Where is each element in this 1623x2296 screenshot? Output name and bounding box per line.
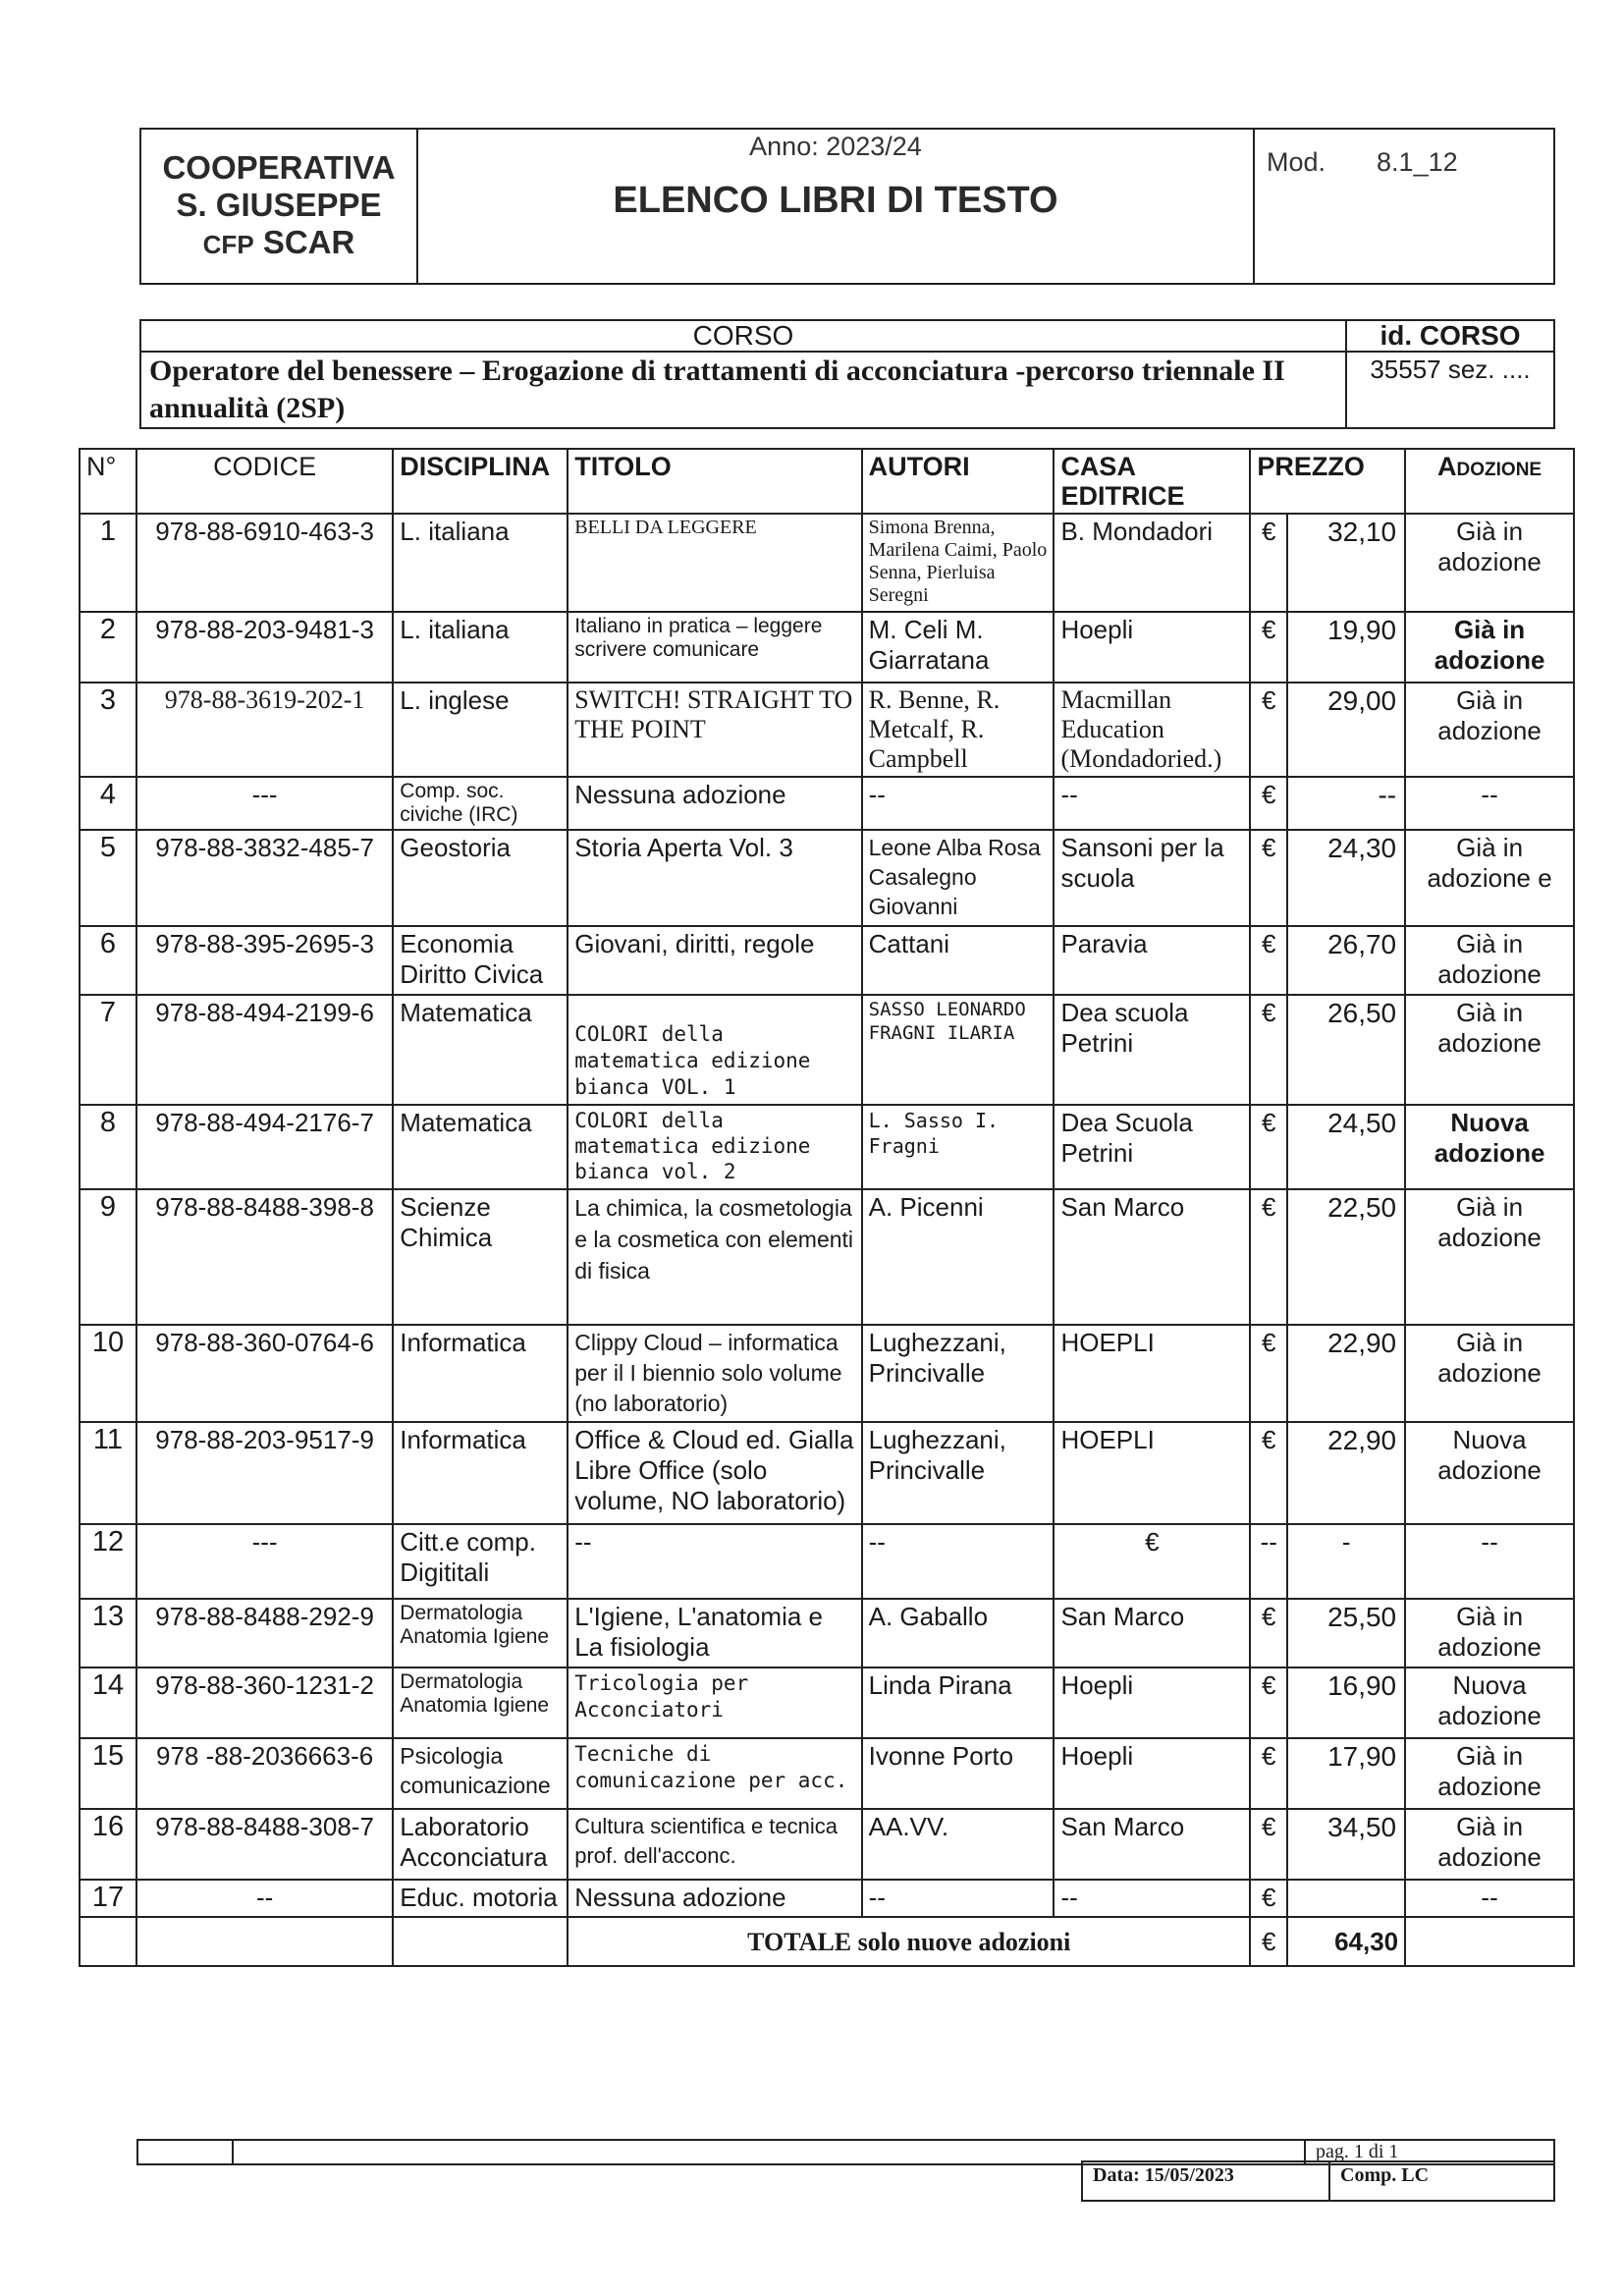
table-row xyxy=(80,612,1574,683)
authors: SASSO LEONARDO FRAGNI ILARIA xyxy=(862,995,1055,1105)
subject: Dermatologia Anatomia Igiene xyxy=(393,1667,568,1738)
table-row xyxy=(80,1880,1574,1917)
table-row xyxy=(80,1325,1574,1422)
book-title: COLORI della matematica edizione bianca VOL. 1 xyxy=(568,995,861,1105)
course-name: Operatore del benessere – Erogazione di trattamenti di acconciatura -percorso triennale II annualità (2SP) xyxy=(140,352,1346,428)
subject: L. inglese xyxy=(393,683,568,777)
module-cell xyxy=(1254,129,1554,284)
row-number: 10 xyxy=(80,1325,136,1422)
row-number: 15 xyxy=(80,1738,136,1809)
table-row xyxy=(80,1738,1574,1809)
isbn-code: 978-88-360-1231-2 xyxy=(136,1667,393,1738)
subject: Economia Diritto Civica xyxy=(393,926,568,995)
isbn-code: --- xyxy=(136,1524,393,1599)
publisher: € xyxy=(1054,1524,1250,1599)
isbn-code: 978-88-395-2695-3 xyxy=(136,926,393,995)
subject: Psicologia comunicazione xyxy=(393,1738,568,1809)
row-number: 6 xyxy=(80,926,136,995)
subject: L. italiana xyxy=(393,514,568,612)
table-row xyxy=(80,1105,1574,1189)
adoption-status: Già in adozione xyxy=(1405,683,1574,777)
book-title: COLORI della matematica edizione bianca vol. 2 xyxy=(568,1105,861,1189)
book-title: L'Igiene, L'anatomia e La fisiologia xyxy=(568,1599,861,1667)
authors: Ivonne Porto xyxy=(862,1738,1055,1809)
publisher: Sansoni per la scuola xyxy=(1054,830,1250,926)
isbn-code: 978-88-494-2199-6 xyxy=(136,995,393,1105)
isbn-code: 978-88-8488-292-9 xyxy=(136,1599,393,1667)
adoption-status: Già in adozione xyxy=(1405,1189,1574,1325)
col-header-n: N° xyxy=(80,449,136,514)
publisher: Hoepli xyxy=(1054,1738,1250,1809)
book-title: Office & Cloud ed. Gialla Libre Office (solo volume, NO laboratorio) xyxy=(568,1422,861,1524)
price: 16,90 xyxy=(1287,1667,1405,1738)
authors: M. Celi M. Giarratana xyxy=(862,612,1055,683)
price xyxy=(1287,1880,1405,1917)
adoption-status: -- xyxy=(1405,1524,1574,1599)
publisher: HOEPLI xyxy=(1054,1325,1250,1422)
currency-symbol: € xyxy=(1250,1880,1287,1917)
col-header-prezzo: PREZZO xyxy=(1250,449,1405,514)
publisher: HOEPLI xyxy=(1054,1422,1250,1524)
footer-comp: Comp. LC xyxy=(1329,2161,1554,2201)
adoption-status: Già in adozione xyxy=(1405,514,1574,612)
adoption-status: Già in adozione xyxy=(1405,1599,1574,1667)
publisher: San Marco xyxy=(1054,1189,1250,1325)
authors: Simona Brenna, Marilena Caimi, Paolo Senna, Pierluisa Seregni xyxy=(862,514,1055,612)
isbn-code: 978 -88-2036663-6 xyxy=(136,1738,393,1809)
currency-symbol: € xyxy=(1250,683,1287,777)
price: 26,70 xyxy=(1287,926,1405,995)
currency-symbol: € xyxy=(1250,1809,1287,1880)
table-row xyxy=(80,683,1574,777)
empty-cell xyxy=(80,1917,136,1966)
adoption-status: Già in adozione xyxy=(1405,1325,1574,1422)
publisher: Macmillan Education (Mondadoried.) xyxy=(1054,683,1250,777)
adoption-status: Nuova adozione xyxy=(1405,1105,1574,1189)
subject: Dermatologia Anatomia Igiene xyxy=(393,1599,568,1667)
currency-symbol: € xyxy=(1250,1599,1287,1667)
subject: Educ. motoria xyxy=(393,1880,568,1917)
row-number: 7 xyxy=(80,995,136,1105)
empty-cell xyxy=(393,1917,568,1966)
table-row xyxy=(80,830,1574,926)
publisher: Dea Scuola Petrini xyxy=(1054,1105,1250,1189)
currency-symbol: € xyxy=(1250,830,1287,926)
book-title: La chimica, la cosmetologia e la cosmetica con elementi di fisica xyxy=(568,1189,861,1325)
price: 22,50 xyxy=(1287,1189,1405,1325)
isbn-code: 978-88-8488-308-7 xyxy=(136,1809,393,1880)
price: 22,90 xyxy=(1287,1422,1405,1524)
authors: -- xyxy=(862,1880,1055,1917)
currency-symbol: -- xyxy=(1250,1524,1287,1599)
col-header-disciplina: DISCIPLINA xyxy=(393,449,568,514)
authors: -- xyxy=(862,777,1055,830)
book-title: Italiano in pratica – leggere scrivere comunicare xyxy=(568,612,861,683)
total-label: TOTALE solo nuove adozioni xyxy=(568,1917,1250,1966)
row-number: 17 xyxy=(80,1880,136,1917)
document-title: ELENCO LIBRI DI TESTO xyxy=(613,180,1058,221)
isbn-code: --- xyxy=(136,777,393,830)
row-number: 8 xyxy=(80,1105,136,1189)
total-row xyxy=(80,1917,1574,1966)
page-number: pag. 1 di 1 xyxy=(1305,2140,1554,2164)
price: 19,90 xyxy=(1287,612,1405,683)
table-row xyxy=(80,514,1574,612)
price: 32,10 xyxy=(1287,514,1405,612)
row-number: 16 xyxy=(80,1809,136,1880)
school-year: Anno: 2023/24 xyxy=(749,132,922,161)
book-title: Storia Aperta Vol. 3 xyxy=(568,830,861,926)
subject: Laboratorio Acconciatura xyxy=(393,1809,568,1880)
book-title: BELLI DA LEGGERE xyxy=(568,514,861,612)
currency-symbol: € xyxy=(1250,612,1287,683)
col-header-codice: CODICE xyxy=(136,449,393,514)
authors: A. Picenni xyxy=(862,1189,1055,1325)
organization-name: COOPERATIVA S. GIUSEPPE CFP SCAR xyxy=(162,149,396,260)
price: 24,30 xyxy=(1287,830,1405,926)
authors: -- xyxy=(862,1524,1055,1599)
module-label: Mod. xyxy=(1267,147,1326,177)
organization-cell xyxy=(140,129,417,284)
currency-symbol: € xyxy=(1250,777,1287,830)
book-title: Giovani, diritti, regole xyxy=(568,926,861,995)
price: 34,50 xyxy=(1287,1809,1405,1880)
course-id-value: 35557 sez. .... xyxy=(1346,352,1554,428)
adoption-status: Già in adozione xyxy=(1405,995,1574,1105)
price: - xyxy=(1287,1524,1405,1599)
table-row xyxy=(80,1524,1574,1599)
currency-symbol: € xyxy=(1250,926,1287,995)
table-row xyxy=(80,1422,1574,1524)
currency-symbol: € xyxy=(1250,1738,1287,1809)
publisher: Hoepli xyxy=(1054,612,1250,683)
adoption-status: Nuova adozione xyxy=(1405,1667,1574,1738)
publisher: Hoepli xyxy=(1054,1667,1250,1738)
subject: Geostoria xyxy=(393,830,568,926)
footer-date: Data: 15/05/2023 xyxy=(1082,2161,1329,2201)
currency-symbol: € xyxy=(1250,1325,1287,1422)
table-header-row xyxy=(80,449,1574,514)
publisher: -- xyxy=(1054,1880,1250,1917)
isbn-code: -- xyxy=(136,1880,393,1917)
row-number: 1 xyxy=(80,514,136,612)
subject: Scienze Chimica xyxy=(393,1189,568,1325)
book-title: Cultura scientifica e tecnica prof. dell'acconc. xyxy=(568,1809,861,1880)
isbn-code: 978-88-494-2176-7 xyxy=(136,1105,393,1189)
price: -- xyxy=(1287,777,1405,830)
title-cell xyxy=(417,129,1254,284)
adoption-status: -- xyxy=(1405,777,1574,830)
price: 24,50 xyxy=(1287,1105,1405,1189)
authors: AA.VV. xyxy=(862,1809,1055,1880)
col-header-adozione: Adozione xyxy=(1405,449,1574,514)
subject: Informatica xyxy=(393,1422,568,1524)
subject: Citt.e comp. Digititali xyxy=(393,1524,568,1599)
authors: R. Benne, R. Metcalf, R. Campbell xyxy=(862,683,1055,777)
col-header-autori: AUTORI xyxy=(862,449,1055,514)
empty-cell xyxy=(136,1917,393,1966)
price: 26,50 xyxy=(1287,995,1405,1105)
authors: Lughezzani, Princivalle xyxy=(862,1422,1055,1524)
authors: Cattani xyxy=(862,926,1055,995)
col-header-casa: CASA EDITRICE xyxy=(1054,449,1250,514)
currency-symbol: € xyxy=(1250,514,1287,612)
book-title: Tecniche di comunicazione per acc. xyxy=(568,1738,861,1809)
book-title: SWITCH! STRAIGHT TO THE POINT xyxy=(568,683,861,777)
document-header xyxy=(139,128,1555,285)
row-number: 14 xyxy=(80,1667,136,1738)
authors: Linda Pirana xyxy=(862,1667,1055,1738)
footer-info xyxy=(1081,2160,1555,2202)
publisher: Paravia xyxy=(1054,926,1250,995)
subject: Matematica xyxy=(393,1105,568,1189)
adoption-status: -- xyxy=(1405,1880,1574,1917)
empty-cell xyxy=(1405,1917,1574,1966)
table-row xyxy=(80,1809,1574,1880)
course-header: CORSO xyxy=(140,320,1346,352)
authors: Leone Alba Rosa Casalegno Giovanni xyxy=(862,830,1055,926)
total-euro: € xyxy=(1250,1917,1287,1966)
module-code: 8.1_12 xyxy=(1377,147,1458,177)
book-title: Tricologia per Acconciatori xyxy=(568,1667,861,1738)
row-number: 11 xyxy=(80,1422,136,1524)
table-row xyxy=(80,777,1574,830)
row-number: 4 xyxy=(80,777,136,830)
table-row xyxy=(80,1599,1574,1667)
textbook-table xyxy=(79,448,1575,1967)
adoption-status: Nuova adozione xyxy=(1405,1422,1574,1524)
publisher: -- xyxy=(1054,777,1250,830)
total-value: 64,30 xyxy=(1287,1917,1405,1966)
currency-symbol: € xyxy=(1250,1667,1287,1738)
authors: A. Gaballo xyxy=(862,1599,1055,1667)
publisher: B. Mondadori xyxy=(1054,514,1250,612)
subject: Informatica xyxy=(393,1325,568,1422)
adoption-status: Già in adozione xyxy=(1405,1738,1574,1809)
subject: L. italiana xyxy=(393,612,568,683)
adoption-status: Già in adozione xyxy=(1405,926,1574,995)
isbn-code: 978-88-3619-202-1 xyxy=(136,683,393,777)
authors: Lughezzani, Princivalle xyxy=(862,1325,1055,1422)
adoption-status: Già in adozione xyxy=(1405,1809,1574,1880)
isbn-code: 978-88-6910-463-3 xyxy=(136,514,393,612)
price: 17,90 xyxy=(1287,1738,1405,1809)
book-title: Clippy Cloud – informatica per il I biennio solo volume (no laboratorio) xyxy=(568,1325,861,1422)
book-title: -- xyxy=(568,1524,861,1599)
currency-symbol: € xyxy=(1250,1105,1287,1189)
table-row xyxy=(80,1189,1574,1325)
col-header-titolo: TITOLO xyxy=(568,449,861,514)
currency-symbol: € xyxy=(1250,1422,1287,1524)
publisher: San Marco xyxy=(1054,1599,1250,1667)
publisher: Dea scuola Petrini xyxy=(1054,995,1250,1105)
isbn-code: 978-88-3832-485-7 xyxy=(136,830,393,926)
subject: Comp. soc. civiche (IRC) xyxy=(393,777,568,830)
isbn-code: 978-88-203-9481-3 xyxy=(136,612,393,683)
isbn-code: 978-88-360-0764-6 xyxy=(136,1325,393,1422)
price: 22,90 xyxy=(1287,1325,1405,1422)
isbn-code: 978-88-203-9517-9 xyxy=(136,1422,393,1524)
price: 29,00 xyxy=(1287,683,1405,777)
row-number: 5 xyxy=(80,830,136,926)
price: 25,50 xyxy=(1287,1599,1405,1667)
adoption-status: Già in adozione e xyxy=(1405,830,1574,926)
table-row xyxy=(80,926,1574,995)
currency-symbol: € xyxy=(1250,995,1287,1105)
empty-cell xyxy=(137,2140,233,2164)
course-id-header: id. CORSO xyxy=(1346,320,1554,352)
currency-symbol: € xyxy=(1250,1189,1287,1325)
isbn-code: 978-88-8488-398-8 xyxy=(136,1189,393,1325)
row-number: 12 xyxy=(80,1524,136,1599)
book-title: Nessuna adozione xyxy=(568,1880,861,1917)
row-number: 13 xyxy=(80,1599,136,1667)
course-table xyxy=(139,319,1555,429)
book-title: Nessuna adozione xyxy=(568,777,861,830)
publisher: San Marco xyxy=(1054,1809,1250,1880)
table-row xyxy=(80,995,1574,1105)
subject: Matematica xyxy=(393,995,568,1105)
row-number: 9 xyxy=(80,1189,136,1325)
row-number: 2 xyxy=(80,612,136,683)
row-number: 3 xyxy=(80,683,136,777)
table-row xyxy=(80,1667,1574,1738)
authors: L. Sasso I. Fragni xyxy=(862,1105,1055,1189)
adoption-status: Già in adozione xyxy=(1405,612,1574,683)
